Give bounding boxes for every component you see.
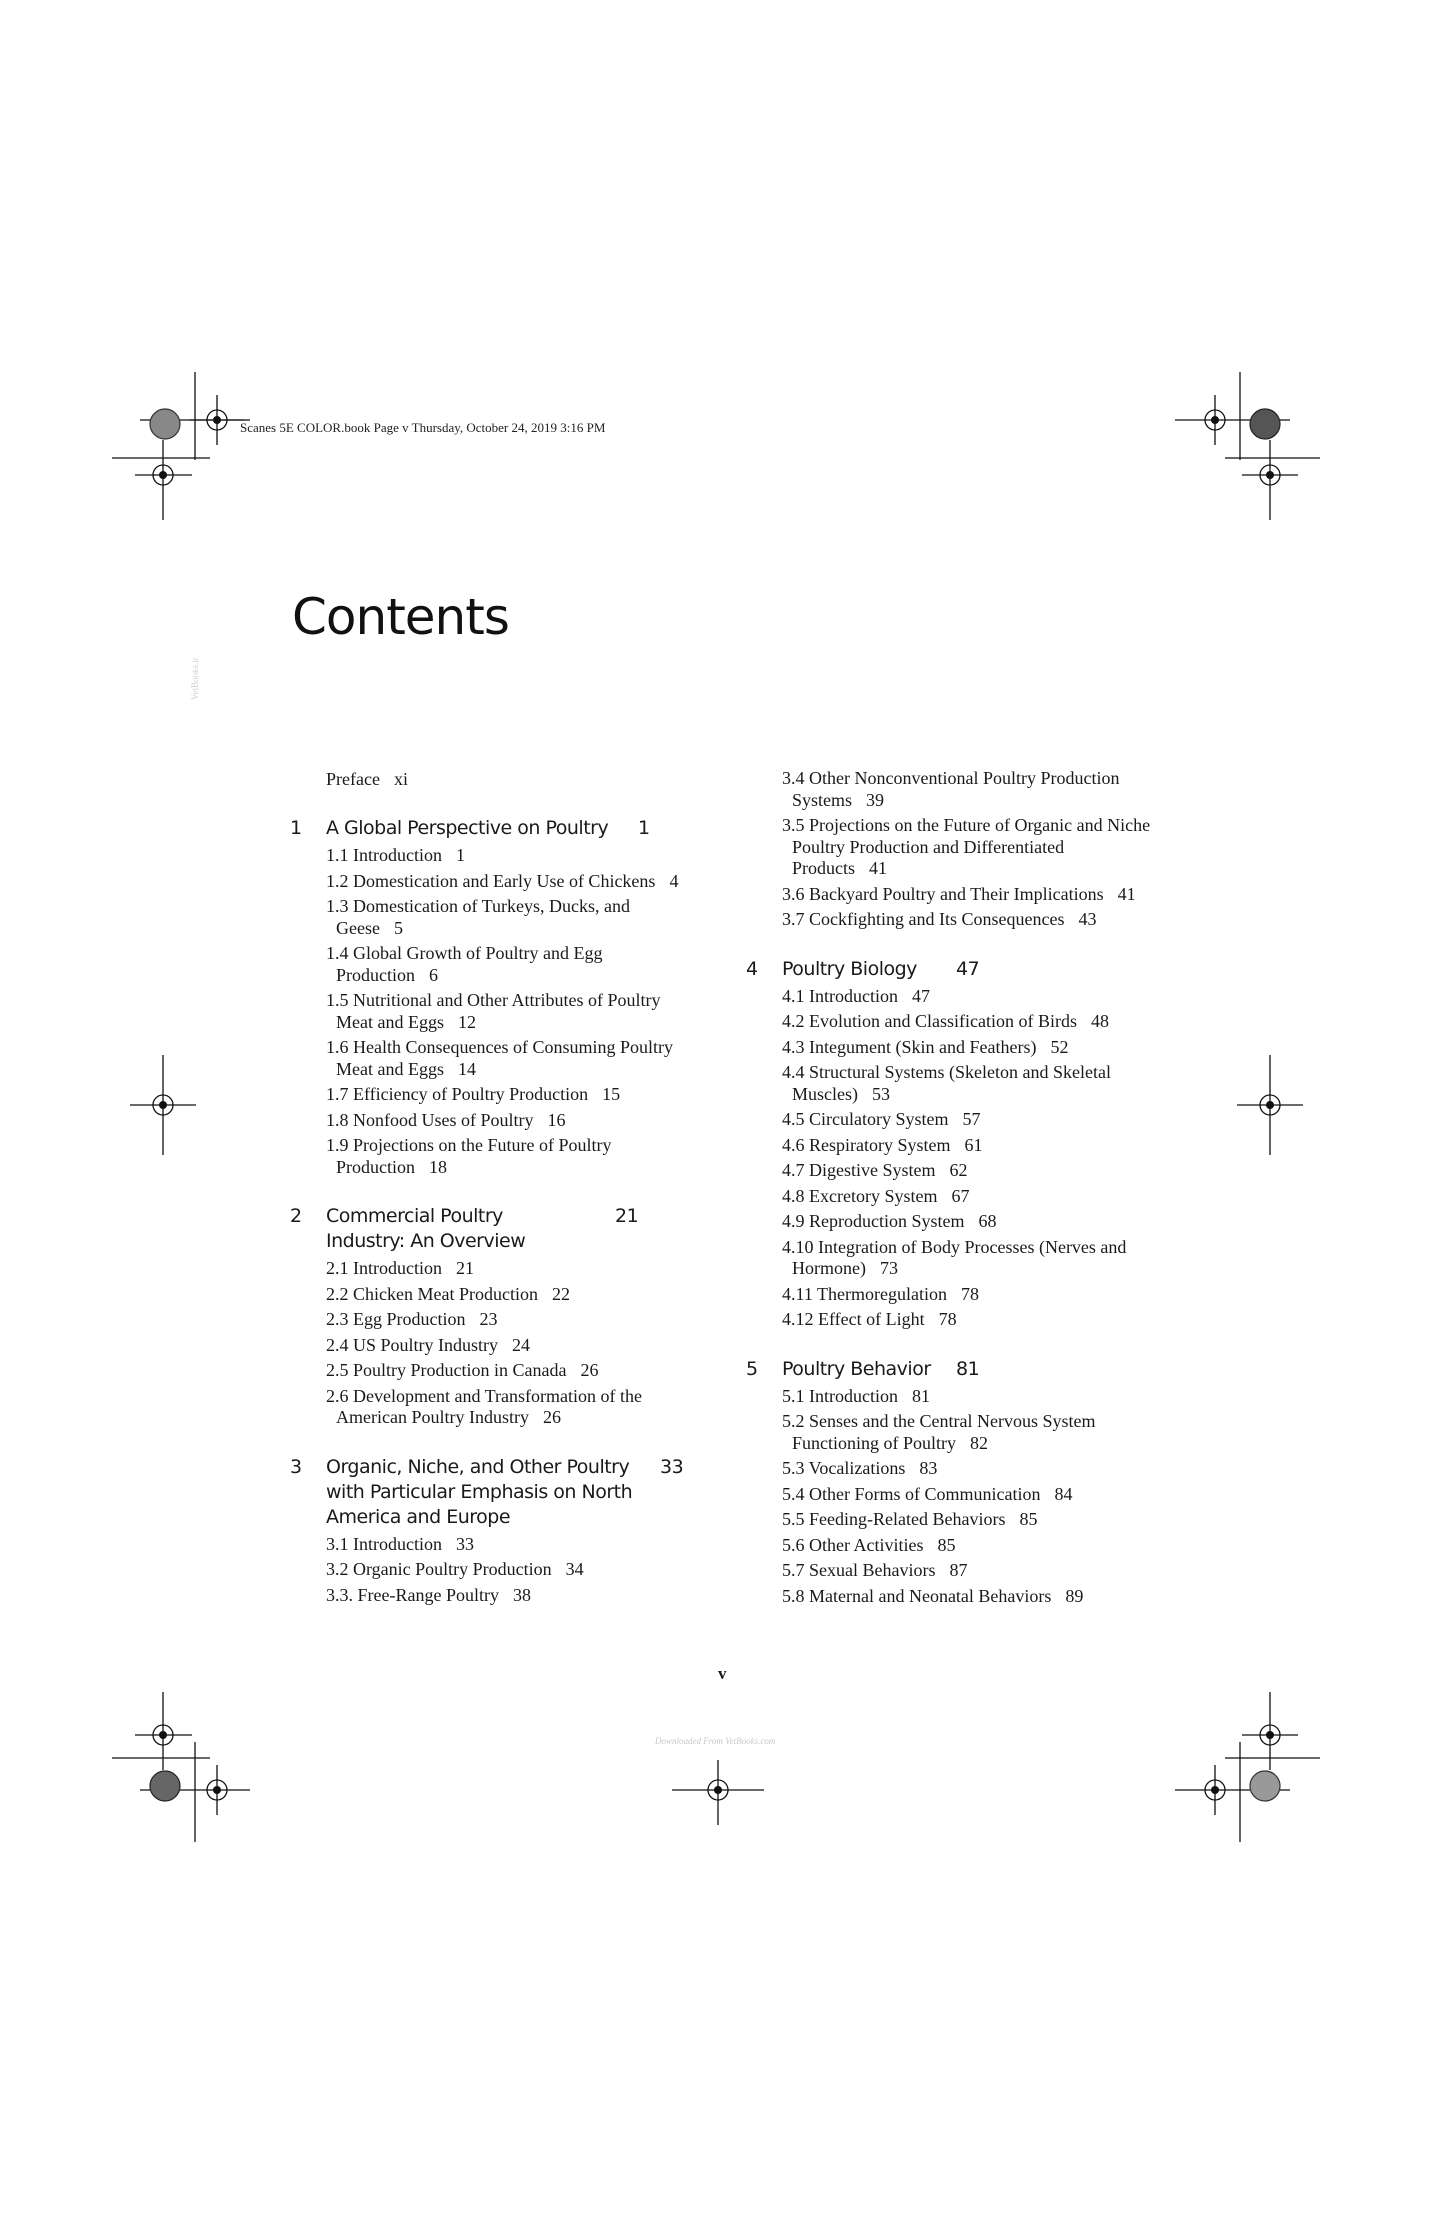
- toc-entry-page: 68: [978, 1211, 997, 1231]
- toc-entry-page: 14: [457, 1058, 476, 1079]
- color-target-icon: [1250, 1771, 1280, 1801]
- toc-entry-title: 2.1 Introduction: [326, 1258, 442, 1278]
- toc-entry[interactable]: [326, 1284, 681, 1306]
- toc-entry[interactable]: [782, 1037, 1162, 1059]
- toc-entry-page: 78: [938, 1309, 957, 1329]
- toc-entry[interactable]: [782, 1186, 1162, 1208]
- toc-entry-title: 5.4 Other Forms of Communication: [782, 1483, 1041, 1504]
- toc-entry-page: 84: [1054, 1483, 1073, 1504]
- toc-entry[interactable]: [782, 1011, 1162, 1033]
- chapter-heading[interactable]: [746, 957, 1146, 982]
- toc-entry[interactable]: [782, 1535, 1162, 1557]
- preface-label: Preface: [326, 769, 380, 789]
- color-target-icon: [1250, 409, 1280, 439]
- toc-entry-title: 4.1 Introduction: [782, 985, 898, 1006]
- toc-entry-page: 26: [542, 1407, 561, 1427]
- page-folio: v: [718, 1664, 727, 1683]
- toc-entry-page: 39: [866, 789, 885, 810]
- toc-entry-title: 1.4 Global Growth of Poultry and Egg Production: [326, 943, 603, 985]
- toc-entry-title: 4.12 Effect of Light: [782, 1309, 925, 1329]
- toc-entry-title: 3.4 Other Nonconventional Poultry Production Systems: [782, 768, 1120, 810]
- toc-entry-page: 5: [393, 917, 403, 938]
- toc-entry-title: 4.2 Evolution and Classification of Birds: [782, 1011, 1077, 1031]
- chapter-heading[interactable]: [290, 1204, 690, 1254]
- toc-entry-page: 43: [1078, 909, 1097, 929]
- toc-right-column: [746, 768, 1151, 1611]
- toc-entry[interactable]: [326, 943, 681, 986]
- chapter-number: 2: [290, 1205, 302, 1227]
- toc-entry[interactable]: [782, 1211, 1162, 1233]
- print-slug: Scanes 5E COLOR.book Page v Thursday, October 24, 2019 3:16 PM: [240, 420, 606, 435]
- toc-entry[interactable]: [782, 1509, 1162, 1531]
- toc-entry[interactable]: [782, 986, 1162, 1008]
- toc-entry-page: 4: [669, 870, 679, 891]
- toc-entry[interactable]: [326, 1084, 681, 1106]
- toc-chapter: [290, 816, 690, 1178]
- toc-entry-title: 1.9 Projections on the Future of Poultry Production: [326, 1135, 612, 1177]
- toc-entry[interactable]: [782, 1160, 1162, 1182]
- toc-entry[interactable]: [326, 871, 681, 893]
- toc-entry-title: 2.5 Poultry Production in Canada: [326, 1360, 567, 1380]
- toc-entry[interactable]: [326, 1309, 681, 1331]
- toc-entry[interactable]: [326, 1386, 681, 1429]
- toc-entry-title: 4.10 Integration of Body Processes (Nerves and Hormone): [782, 1236, 1127, 1278]
- toc-entry-page: 78: [960, 1283, 979, 1304]
- toc-entry-title: 3.3. Free-Range Poultry: [326, 1584, 499, 1605]
- toc-entry-page: 62: [949, 1160, 968, 1180]
- page-title: Contents: [292, 588, 509, 646]
- toc-entry[interactable]: [782, 1135, 1162, 1157]
- toc-entry-page: 33: [455, 1533, 474, 1554]
- chapter-title: A Global Perspective on Poultry: [326, 817, 609, 839]
- toc-entry-title: 4.9 Reproduction System: [782, 1211, 965, 1231]
- toc-entry-title: 3.7 Cockfighting and Its Consequences: [782, 909, 1065, 929]
- toc-entry-title: 1.8 Nonfood Uses of Poultry: [326, 1109, 534, 1130]
- chapter-number: 3: [290, 1455, 302, 1478]
- toc-entry[interactable]: [782, 909, 1162, 931]
- toc-entry[interactable]: [782, 1458, 1162, 1480]
- toc-entry-page: 85: [1019, 1509, 1038, 1529]
- toc-chapter: [746, 1357, 1146, 1608]
- toc-entry[interactable]: [326, 1559, 681, 1581]
- toc-entry-page: 6: [429, 964, 438, 985]
- toc-entry-title: 3.2 Organic Poultry Production: [326, 1559, 552, 1579]
- toc-entry-title: 1.7 Efficiency of Poultry Production: [326, 1084, 589, 1104]
- chapter-number: 5: [746, 1357, 758, 1380]
- toc-entry-title: 5.2 Senses and the Central Nervous System Functioning of Poultry: [782, 1411, 1096, 1453]
- toc-entry-title: 4.11 Thermoregulation: [782, 1283, 947, 1304]
- toc-entry[interactable]: [782, 1237, 1162, 1280]
- toc-entry[interactable]: [782, 815, 1162, 880]
- toc-entry-title: 5.1 Introduction: [782, 1385, 898, 1406]
- toc-entry[interactable]: [782, 1309, 1162, 1331]
- toc-entry-page: 85: [937, 1534, 956, 1555]
- toc-chapter: [746, 957, 1146, 1331]
- toc-entry[interactable]: [782, 768, 1162, 811]
- toc-entry-page: 18: [429, 1156, 447, 1177]
- toc-entry[interactable]: [782, 1560, 1162, 1582]
- toc-entry[interactable]: [326, 1258, 681, 1280]
- toc-entry-title: 1.3 Domestication of Turkeys, Ducks, and Geese: [326, 896, 630, 938]
- toc-entry-title: 5.5 Feeding-Related Behaviors: [782, 1509, 1006, 1529]
- toc-entry-title: 2.2 Chicken Meat Production: [326, 1283, 538, 1304]
- toc-entry-page: 1: [455, 845, 465, 865]
- toc-entry-page: 53: [872, 1083, 890, 1104]
- toc-entry[interactable]: [326, 845, 681, 867]
- color-target-icon: [150, 409, 180, 439]
- toc-entry[interactable]: [326, 1360, 681, 1382]
- toc-entry-title: 5.7 Sexual Behaviors: [782, 1560, 936, 1580]
- toc-entry-page: 52: [1050, 1036, 1069, 1057]
- toc-entry-page: 38: [512, 1584, 531, 1605]
- side-watermark: VetBooks.ir: [190, 657, 200, 700]
- chapter-title: Poultry Biology: [782, 957, 917, 980]
- toc-entry-page: 82: [970, 1432, 989, 1453]
- toc-entry[interactable]: [326, 1585, 681, 1607]
- preface-page: xi: [393, 769, 408, 789]
- toc-entry-page: 16: [547, 1109, 566, 1130]
- toc-entry-page: 83: [919, 1458, 938, 1478]
- toc-entry-page: 87: [949, 1560, 968, 1580]
- toc-entry[interactable]: [782, 1586, 1162, 1608]
- toc-entry[interactable]: [782, 884, 1162, 906]
- toc-entry-page: 34: [565, 1559, 584, 1579]
- toc-entry-title: 1.2 Domestication and Early Use of Chickens: [326, 870, 656, 891]
- toc-entry-page: 41: [1117, 883, 1136, 904]
- chapter-title: Poultry Behavior: [782, 1357, 931, 1380]
- toc-entry[interactable]: [782, 1062, 1162, 1105]
- chapter-page: 47: [956, 957, 980, 980]
- toc-entry-page: 24: [512, 1334, 531, 1355]
- toc-entry[interactable]: [326, 1534, 681, 1556]
- chapter-number: 4: [746, 957, 758, 980]
- toc-entry-title: 4.4 Structural Systems (Skeleton and Skeletal Muscles): [782, 1062, 1111, 1104]
- toc-entry-page: 22: [551, 1283, 570, 1304]
- toc-entry[interactable]: [782, 1109, 1162, 1131]
- toc-entry[interactable]: [782, 1411, 1162, 1454]
- toc-entry-title: 3.1 Introduction: [326, 1533, 442, 1554]
- toc-entry[interactable]: [782, 1284, 1162, 1306]
- toc-entry[interactable]: [326, 1135, 681, 1178]
- chapter-heading[interactable]: [290, 1455, 690, 1530]
- chapter-page: 81: [956, 1357, 980, 1380]
- toc-entry[interactable]: [326, 1335, 681, 1357]
- chapter-number: 1: [290, 817, 302, 839]
- toc-entry-title: 2.3 Egg Production: [326, 1309, 466, 1329]
- chapter-heading[interactable]: [290, 816, 690, 841]
- toc-left-column: [290, 768, 690, 1610]
- toc-preface[interactable]: [326, 768, 690, 790]
- toc-entry-title: 1.1 Introduction: [326, 845, 442, 865]
- toc-entry[interactable]: [326, 1110, 681, 1132]
- toc-entry-title: 3.6 Backyard Poultry and Their Implications: [782, 883, 1104, 904]
- toc-entry[interactable]: [326, 1037, 681, 1080]
- toc-entry-title: 5.6 Other Activities: [782, 1534, 924, 1555]
- chapter-page: 1: [638, 817, 650, 839]
- toc-entry-page: 15: [602, 1084, 621, 1104]
- toc-entry-title: 2.4 US Poultry Industry: [326, 1334, 499, 1355]
- toc-entry-page: 73: [879, 1258, 898, 1278]
- color-target-icon: [150, 1771, 180, 1801]
- toc-entry-title: 1.5 Nutritional and Other Attributes of Poultry Meat and Eggs: [326, 990, 661, 1032]
- chapter-page: 21: [615, 1205, 639, 1227]
- toc-entry-page: 61: [964, 1134, 983, 1155]
- toc-entry-page: 89: [1065, 1585, 1084, 1606]
- toc-entry[interactable]: [326, 896, 681, 939]
- chapter-heading[interactable]: [746, 1357, 1146, 1382]
- toc-chapter: [290, 1204, 690, 1429]
- toc-chapter: [290, 1455, 690, 1607]
- toc-entry-page: 12: [457, 1011, 476, 1032]
- download-watermark: Downloaded From VetBooks.com: [655, 1736, 776, 1746]
- toc-entry-title: 4.5 Circulatory System: [782, 1109, 949, 1129]
- toc-entry-title: 1.6 Health Consequences of Consuming Poultry Meat and Eggs: [326, 1037, 673, 1079]
- chapter-page: 33: [660, 1455, 684, 1478]
- toc-entry-page: 57: [962, 1109, 981, 1129]
- toc-entry[interactable]: [782, 1484, 1162, 1506]
- toc-entry-title: 4.8 Excretory System: [782, 1185, 938, 1206]
- toc-entry[interactable]: [326, 990, 681, 1033]
- toc-entry-title: 3.5 Projections on the Future of Organic and Niche Poultry Production and Differentiated Products: [782, 815, 1151, 878]
- toc-entry-page: 41: [869, 858, 887, 878]
- toc-entry-page: 67: [951, 1185, 970, 1206]
- toc-entry-title: 2.6 Development and Transformation of the American Poultry Industry: [326, 1385, 642, 1427]
- toc-entry-title: 5.3 Vocalizations: [782, 1458, 906, 1478]
- toc-entry-page: 81: [911, 1385, 930, 1406]
- toc-entry-page: 26: [580, 1360, 599, 1380]
- toc-entry[interactable]: [782, 1386, 1162, 1408]
- toc-entry-page: 47: [911, 985, 930, 1006]
- chapter-title: Organic, Niche, and Other Poultry with Particular Emphasis on North America and Europe: [326, 1455, 633, 1528]
- toc-entry-page: 23: [479, 1309, 498, 1329]
- toc-entry-title: 4.7 Digestive System: [782, 1160, 936, 1180]
- toc-entry-page: 21: [455, 1258, 474, 1278]
- toc-entry-title: 5.8 Maternal and Neonatal Behaviors: [782, 1585, 1052, 1606]
- toc-entry-page: 48: [1090, 1011, 1109, 1031]
- toc-entry-title: 4.3 Integument (Skin and Feathers): [782, 1036, 1037, 1057]
- chapter-title: Commercial Poultry Industry: An Overview: [326, 1205, 526, 1252]
- toc-entry-title: 4.6 Respiratory System: [782, 1134, 951, 1155]
